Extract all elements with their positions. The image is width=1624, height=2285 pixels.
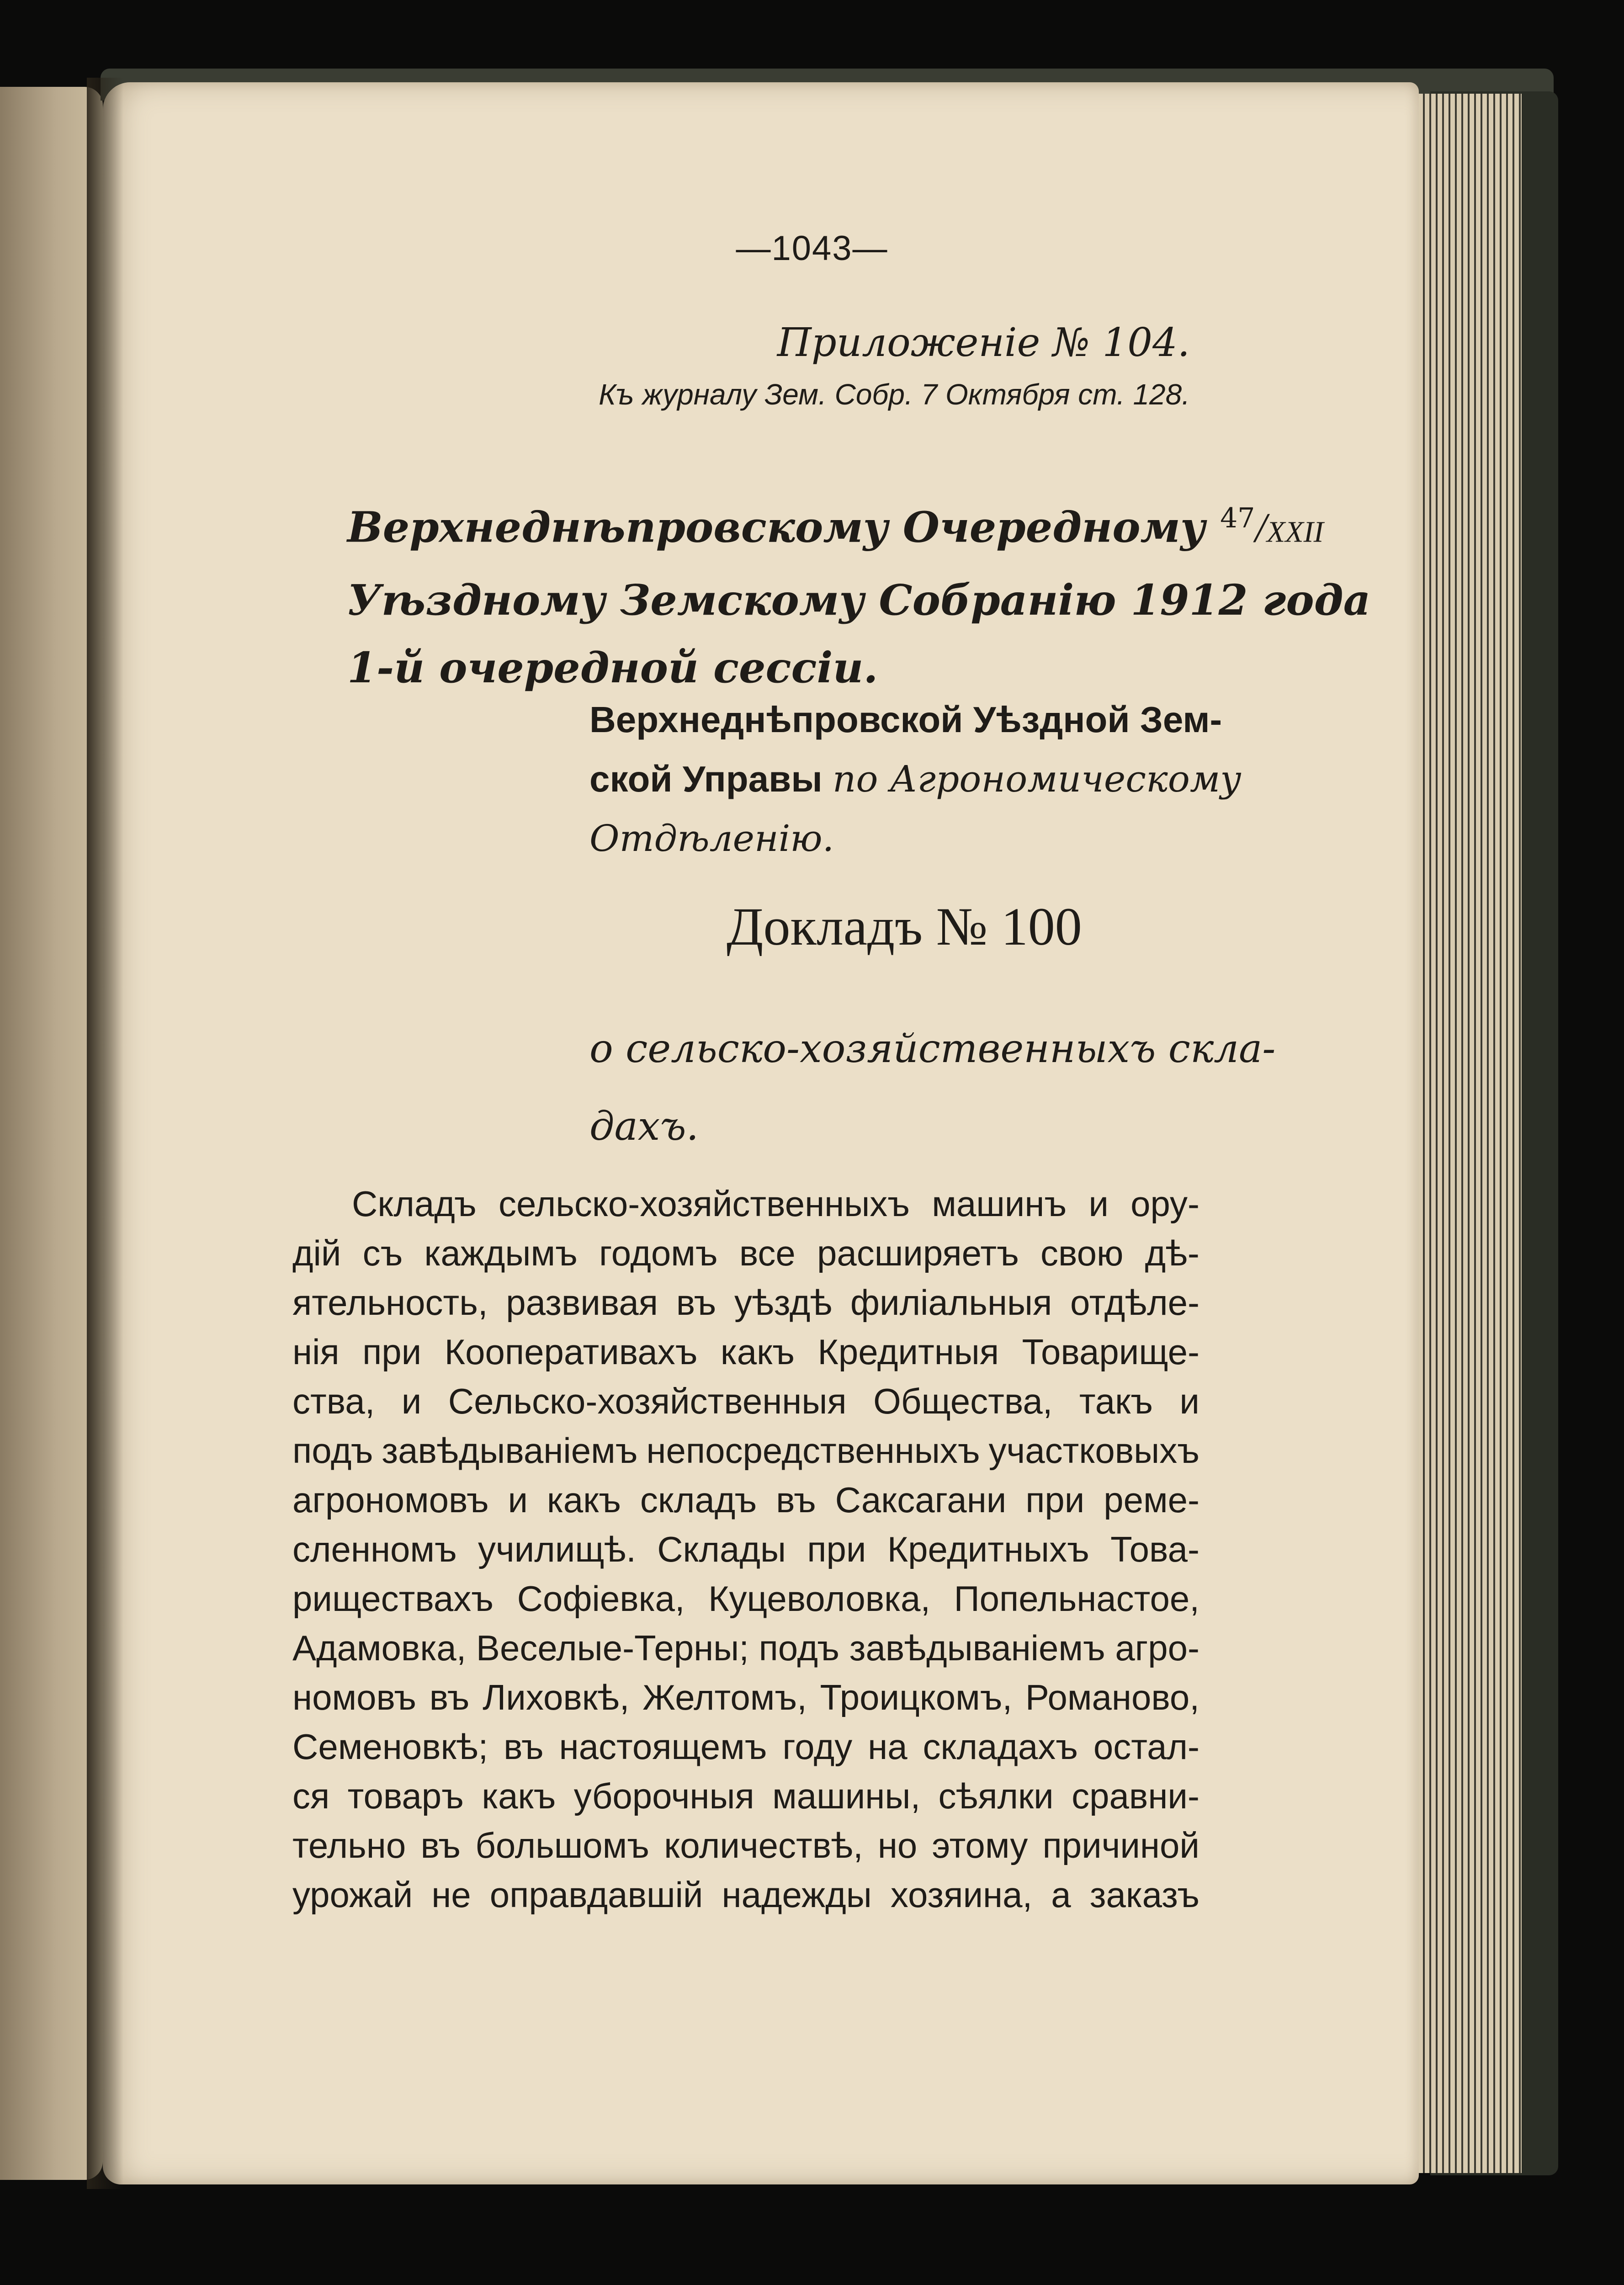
body-word: этому bbox=[932, 1825, 1028, 1865]
subject-line-1: о сельско-хозяйственныхъ скла- bbox=[589, 1026, 1276, 1072]
body-word: отдѣле- bbox=[1070, 1282, 1199, 1323]
body-word: ору- bbox=[1130, 1184, 1199, 1224]
body-word: настоящемъ bbox=[559, 1727, 767, 1767]
addressee-line-2: Уѣздному Земскому Собранію 1912 года bbox=[347, 575, 1371, 625]
body-line bbox=[292, 1376, 1199, 1426]
body-word: и bbox=[1179, 1381, 1199, 1421]
body-word: филіальныя bbox=[850, 1282, 1052, 1323]
body-word: завѣдываніемъ bbox=[849, 1628, 1105, 1668]
body-word: Веселые-Терны; bbox=[476, 1628, 749, 1668]
body-word: а bbox=[1051, 1875, 1071, 1915]
body-line bbox=[292, 1870, 1199, 1919]
body-word: годомъ bbox=[599, 1233, 718, 1273]
addressee-block bbox=[347, 484, 1371, 701]
addressee-line-1 bbox=[347, 484, 1324, 566]
body-word: машины, bbox=[772, 1776, 921, 1816]
body-word: но bbox=[877, 1825, 918, 1865]
body-line bbox=[292, 1771, 1199, 1821]
body-word: агрономовъ bbox=[292, 1480, 489, 1520]
body-word: въ bbox=[676, 1282, 716, 1323]
body-word: при bbox=[362, 1332, 422, 1372]
body-line bbox=[292, 1228, 1199, 1278]
body-word: тельно bbox=[292, 1825, 406, 1865]
body-word: какъ bbox=[720, 1332, 795, 1372]
body-word: и bbox=[1088, 1184, 1109, 1224]
body-word: ства, bbox=[292, 1381, 375, 1421]
body-word: въ bbox=[429, 1677, 470, 1717]
body-word: сѣялки bbox=[938, 1776, 1054, 1816]
body-word: Желтомъ, bbox=[642, 1677, 807, 1717]
body-word: надежды bbox=[722, 1875, 872, 1915]
body-word: машинъ bbox=[932, 1184, 1067, 1224]
body-word: Троицкомъ, bbox=[820, 1677, 1013, 1717]
body-line bbox=[292, 1278, 1199, 1327]
body-word: Общества, bbox=[873, 1381, 1053, 1421]
body-word: на bbox=[868, 1727, 908, 1767]
sender-line-3 bbox=[589, 809, 1197, 868]
body-word: сравни- bbox=[1072, 1776, 1199, 1816]
body-word: Лиховкѣ, bbox=[483, 1677, 630, 1717]
body-word: Софіевка, bbox=[517, 1578, 685, 1619]
body-word: не bbox=[431, 1875, 471, 1915]
body-word: дѣ- bbox=[1145, 1233, 1199, 1273]
body-word: номовъ bbox=[292, 1677, 417, 1717]
body-word: складахъ bbox=[923, 1727, 1078, 1767]
body-word: Адамовка, bbox=[292, 1628, 467, 1668]
body-word: Кредитныя bbox=[817, 1332, 999, 1372]
body-word: Романово, bbox=[1025, 1677, 1199, 1717]
body-word: количествѣ, bbox=[664, 1825, 863, 1865]
body-word: и bbox=[508, 1480, 528, 1520]
body-word: товаръ bbox=[347, 1776, 464, 1816]
body-word: ятельность, bbox=[292, 1282, 488, 1323]
session-mark-roman: XXII bbox=[1267, 515, 1324, 549]
body-line bbox=[292, 1525, 1199, 1574]
page-number: —1043— bbox=[736, 229, 888, 268]
sender-line-2-italic: по Агрономическому bbox=[832, 758, 1242, 800]
body-line bbox=[292, 1821, 1199, 1870]
sender-line-1-bold: Верхнеднѣпровской Уѣздной Зем- bbox=[589, 699, 1222, 740]
body-word: Саксагани bbox=[835, 1480, 1007, 1520]
body-word: Сельско-хозяйственныя bbox=[448, 1381, 847, 1421]
body-word: Товарище- bbox=[1022, 1332, 1199, 1372]
report-title: Докладъ № 100 bbox=[727, 897, 1082, 957]
body-word: и bbox=[401, 1381, 422, 1421]
body-word: остал- bbox=[1093, 1727, 1199, 1767]
body-word: Кредитныхъ bbox=[887, 1529, 1089, 1569]
body-line bbox=[292, 1327, 1199, 1376]
body-word: риществахъ bbox=[292, 1578, 494, 1619]
body-word: ся bbox=[292, 1776, 330, 1816]
body-word: уборочныя bbox=[573, 1776, 754, 1816]
body-word: сленномъ bbox=[292, 1529, 457, 1569]
body-word: дій bbox=[292, 1233, 341, 1273]
body-word: Складъ bbox=[352, 1184, 477, 1224]
body-line bbox=[292, 1673, 1199, 1722]
subject-line-2: дахъ. bbox=[589, 1104, 699, 1149]
body-word: урожай bbox=[292, 1875, 413, 1915]
body-line bbox=[292, 1426, 1199, 1475]
body-word: такъ bbox=[1079, 1381, 1153, 1421]
report-subject bbox=[589, 1010, 1275, 1165]
body-word: развивая bbox=[506, 1282, 658, 1323]
addressee-line-1-text: Верхнеднѣпровскому Очередному bbox=[347, 502, 1206, 552]
body-word: Попельнастое, bbox=[954, 1578, 1199, 1619]
body-line bbox=[292, 1179, 1199, 1228]
body-word: нія bbox=[292, 1332, 340, 1372]
body-word: съ bbox=[362, 1233, 403, 1273]
addressee-line-3: 1-й очередной сессіи. bbox=[347, 643, 878, 692]
body-line bbox=[292, 1722, 1199, 1771]
body-word: какъ bbox=[547, 1480, 621, 1520]
body-word: въ bbox=[776, 1480, 816, 1520]
sender-line-3-italic: Отдѣленію. bbox=[589, 817, 834, 860]
body-word: Склады bbox=[657, 1529, 786, 1569]
body-word: свою bbox=[1040, 1233, 1124, 1273]
body-word: агро- bbox=[1115, 1628, 1199, 1668]
body-word: подъ bbox=[292, 1430, 373, 1471]
body-word: въ bbox=[504, 1727, 544, 1767]
body-word: заказъ bbox=[1089, 1875, 1199, 1915]
body-word: расширяетъ bbox=[817, 1233, 1019, 1273]
body-word: подъ bbox=[759, 1628, 840, 1668]
body-word: году bbox=[782, 1727, 853, 1767]
sender-line-2 bbox=[589, 749, 1242, 809]
body-word: при bbox=[807, 1529, 866, 1569]
journal-reference: Къ журналу Зем. Собр. 7 Октября ст. 128. bbox=[599, 378, 1190, 411]
body-line bbox=[292, 1574, 1199, 1623]
body-line bbox=[292, 1475, 1199, 1525]
body-word: оправдавшій bbox=[489, 1875, 703, 1915]
body-word: какъ bbox=[482, 1776, 556, 1816]
body-word: Семеновкѣ; bbox=[292, 1727, 488, 1767]
sender-line-2-bold: ской Управы bbox=[589, 759, 823, 799]
sender-line-1 bbox=[589, 690, 1222, 749]
page-edges bbox=[1412, 94, 1522, 2173]
body-word: Куцеволовка, bbox=[708, 1578, 931, 1619]
body-word: Това- bbox=[1110, 1529, 1199, 1569]
body-word: все bbox=[739, 1233, 796, 1273]
body-word: сельско-хозяйственныхъ bbox=[498, 1184, 910, 1224]
session-mark-separator: / bbox=[1255, 504, 1267, 551]
body-word: училищѣ. bbox=[478, 1529, 636, 1569]
body-word: Кооперативахъ bbox=[444, 1332, 698, 1372]
body-paragraph bbox=[292, 1179, 1199, 1919]
appendix-heading: Приложеніе № 104. bbox=[777, 320, 1190, 366]
body-word: при bbox=[1025, 1480, 1085, 1520]
body-word: завѣдываніемъ bbox=[382, 1430, 638, 1471]
body-word: участковыхъ bbox=[988, 1430, 1199, 1471]
body-word: складъ bbox=[640, 1480, 757, 1520]
body-word: большомъ bbox=[475, 1825, 650, 1865]
body-word: уѣздѣ bbox=[734, 1282, 833, 1323]
sender-block bbox=[589, 690, 1242, 868]
body-word: причиной bbox=[1042, 1825, 1199, 1865]
body-word: реме- bbox=[1104, 1480, 1199, 1520]
body-word: хозяина, bbox=[890, 1875, 1033, 1915]
body-word: въ bbox=[420, 1825, 461, 1865]
session-mark-number: 47 bbox=[1220, 502, 1255, 534]
body-line bbox=[292, 1623, 1199, 1673]
body-word: каждымъ bbox=[424, 1233, 578, 1273]
spine-shadow bbox=[87, 78, 123, 2189]
body-word: непосредственныхъ bbox=[646, 1430, 980, 1471]
